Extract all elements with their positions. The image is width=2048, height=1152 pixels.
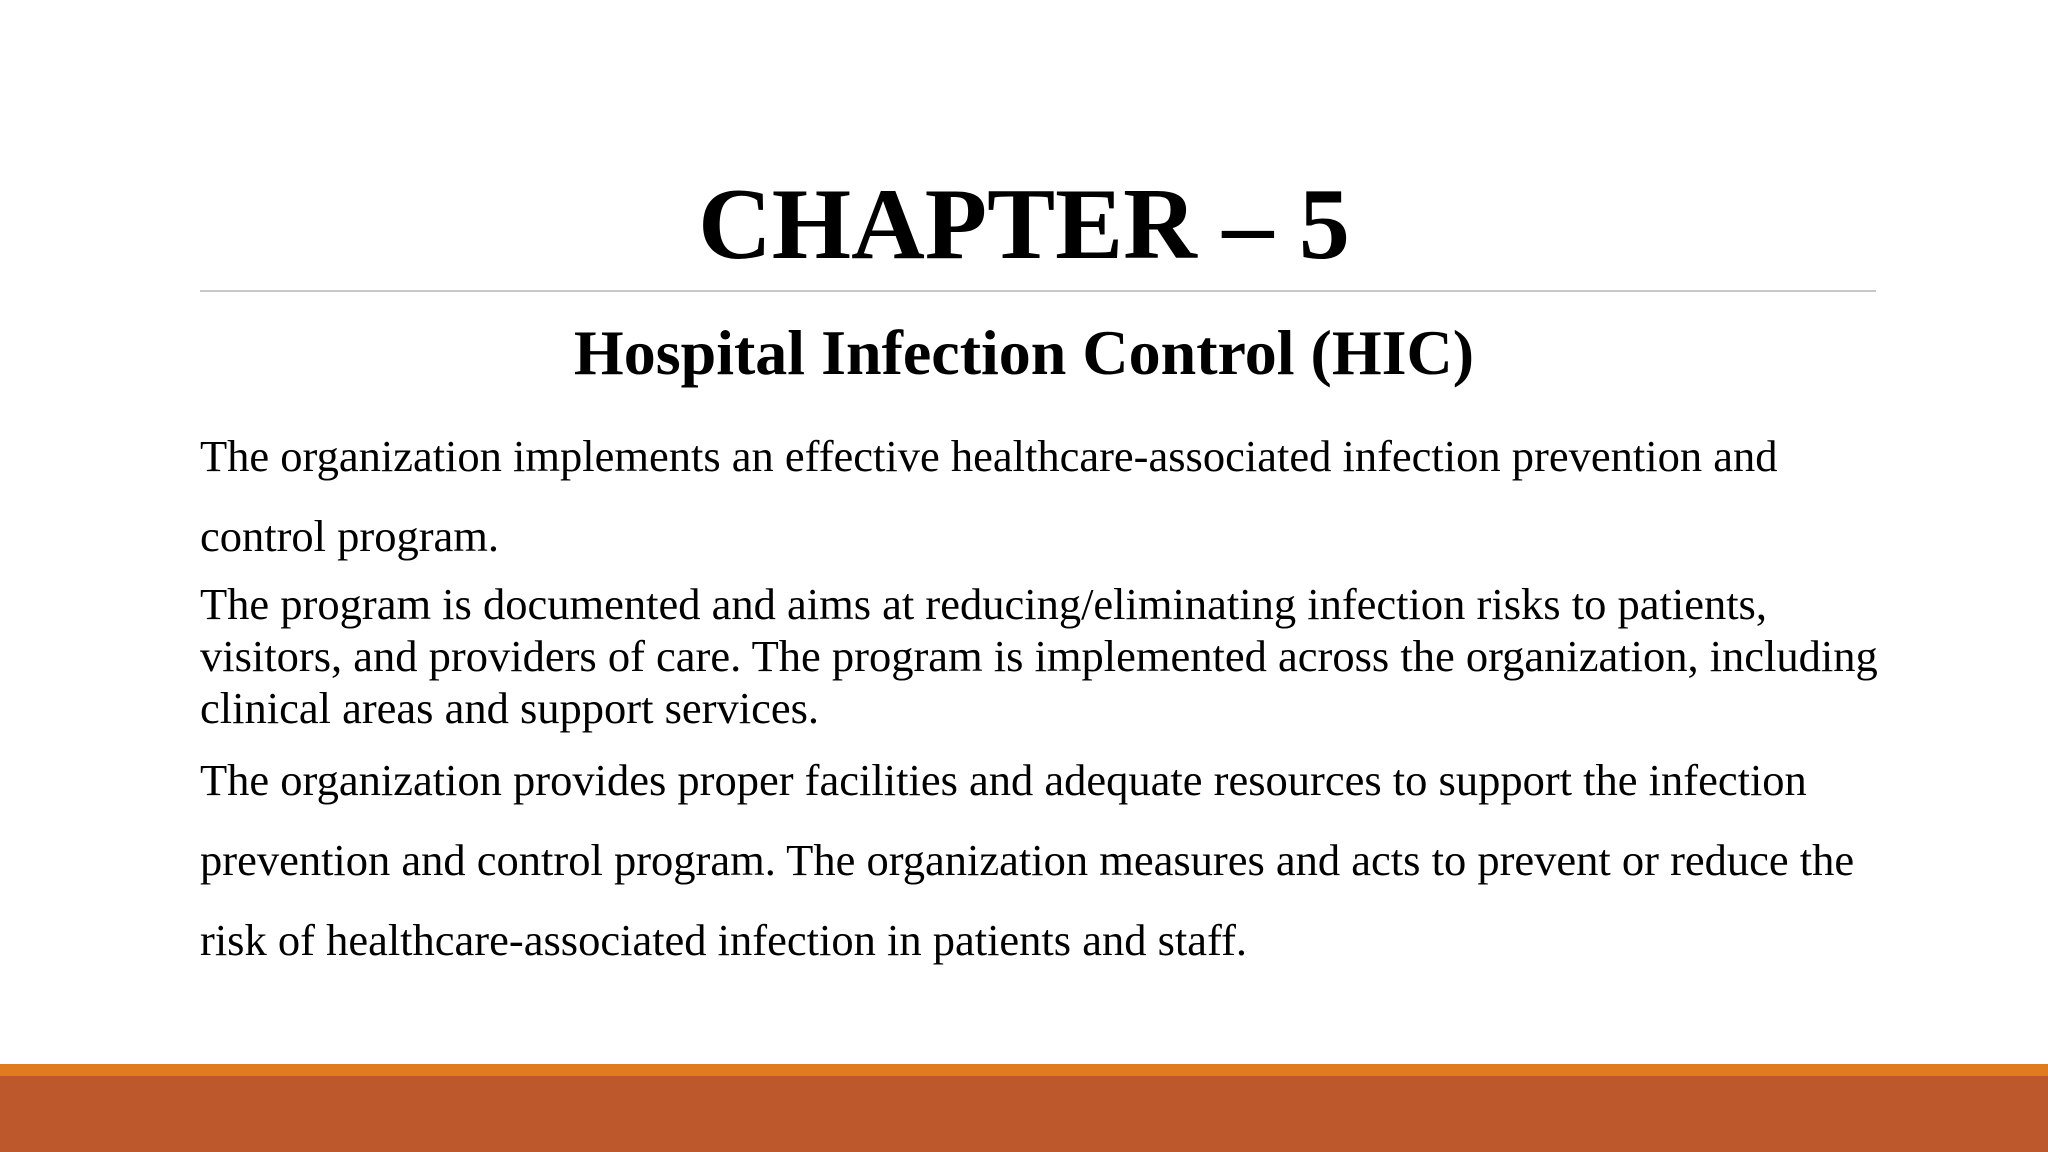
footer-bar (0, 1076, 2048, 1152)
paragraph-2: The program is documented and aims at reducing/eliminating infection risks to patients, visitors, and providers of care. The program is implemented across the organization, including clinical areas and support services. (200, 579, 1878, 733)
section-subtitle: Hospital Infection Control (HIC) (573, 317, 1475, 388)
footer-accent-line (0, 1064, 2048, 1076)
chapter-title: CHAPTER – 5 (698, 168, 1350, 281)
paragraph-3: The organization provides proper facilities and adequate resources to support the infection prevention and control program. The organization measures and acts to prevent or reduce the risk of healthcare-associated infection in patients and staff. (200, 755, 1855, 965)
slide-body (200, 410, 1880, 980)
title-divider (200, 290, 1876, 292)
paragraph-1: The organization implements an effective healthcare-associated infection prevention and control program. (200, 431, 1778, 561)
